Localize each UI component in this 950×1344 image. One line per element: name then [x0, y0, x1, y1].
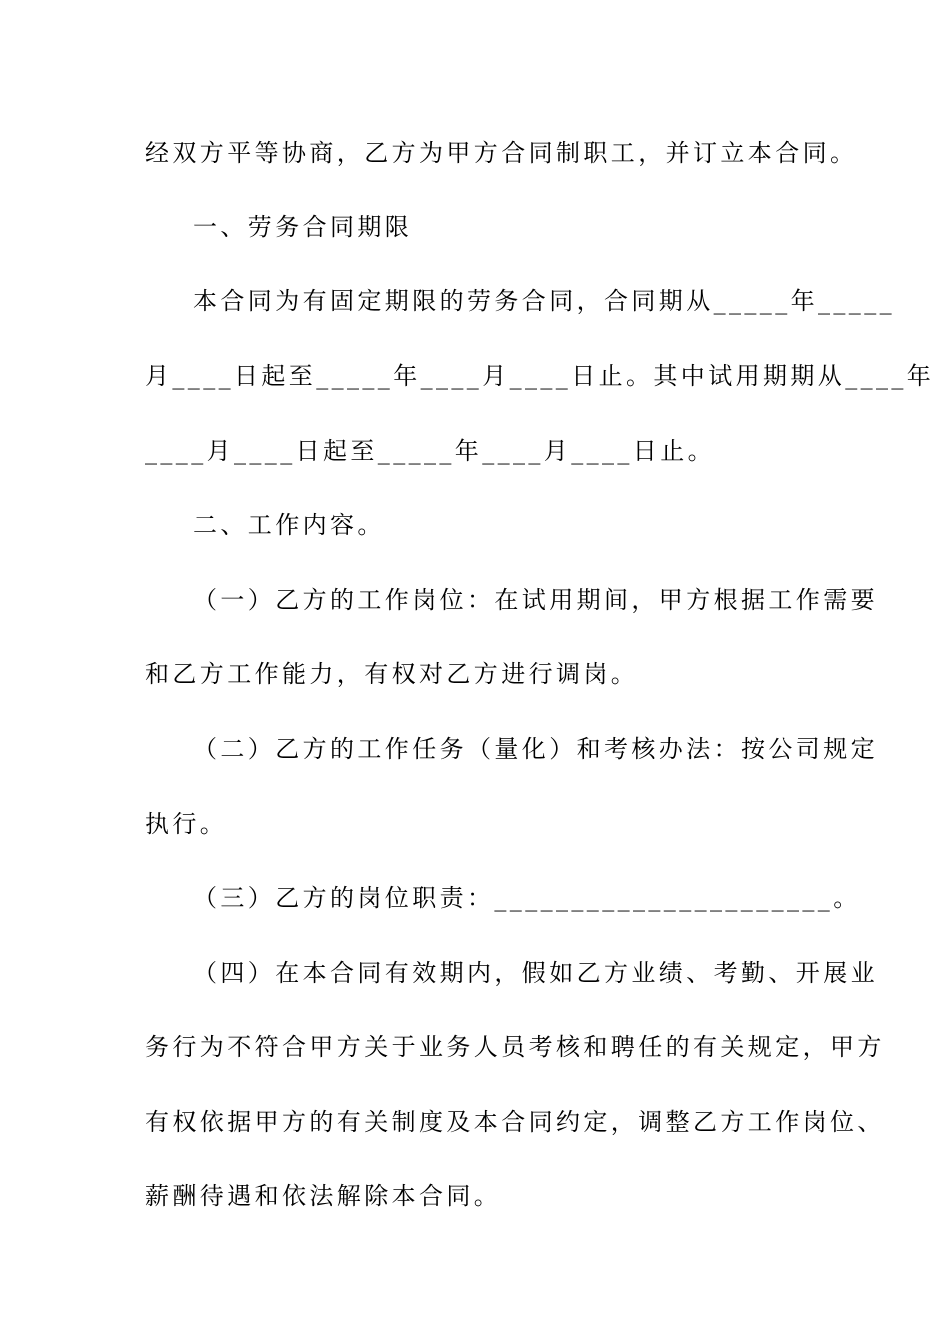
body-line-work-4d: 薪酬待遇和依法解除本合同。	[145, 1182, 502, 1210]
body-line-term-3: ____月____日起至_____年____月____日止。	[145, 437, 715, 465]
body-line-work-4c: 有权依据甲方的有关制度及本合同约定，调整乙方工作岗位、	[145, 1108, 885, 1136]
body-line-work-4a: （四）在本合同有效期内，假如乙方业绩、考勤、开展业	[193, 959, 878, 987]
body-line-work-1b: 和乙方工作能力，有权对乙方进行调岗。	[145, 660, 639, 688]
body-line-work-3: （三）乙方的岗位职责：______________________。	[193, 884, 861, 912]
body-line-work-2a: （二）乙方的工作任务（量化）和考核办法：按公司规定	[193, 735, 878, 763]
section-heading-work: 二、工作内容。	[193, 511, 385, 539]
body-line-work-2b: 执行。	[145, 810, 228, 838]
body-line-work-4b: 务行为不符合甲方关于业务人员考核和聘任的有关规定，甲方	[145, 1033, 885, 1061]
body-line-term-1: 本合同为有固定期限的劳务合同，合同期从_____年_____	[193, 287, 895, 315]
body-line-intro: 经双方平等协商，乙方为甲方合同制职工，并订立本合同。	[145, 139, 858, 167]
body-line-work-1a: （一）乙方的工作岗位：在试用期间，甲方根据工作需要	[193, 586, 878, 614]
section-heading-term: 一、劳务合同期限	[193, 213, 413, 241]
body-line-term-2: 月____日起至_____年____月____日止。其中试用期期从____年	[145, 362, 935, 390]
